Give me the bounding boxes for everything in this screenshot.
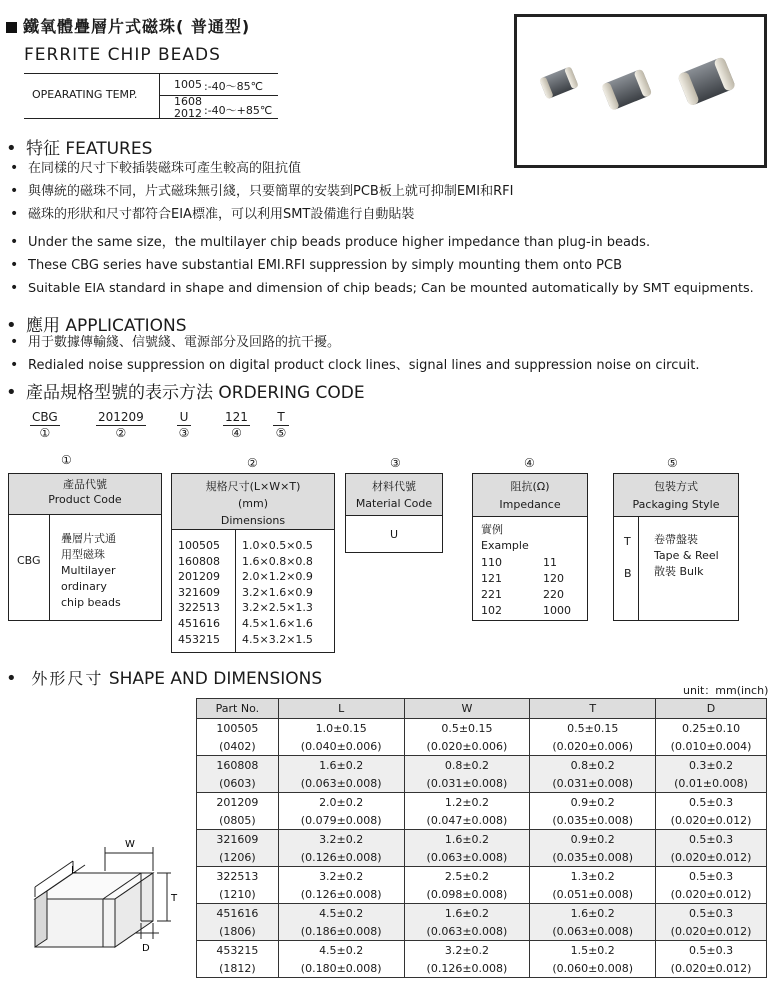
table-cell: (0.098±0.008) — [404, 885, 530, 904]
table-cell: (0.031±0.008) — [404, 774, 530, 793]
table-cell: (0.047±0.008) — [404, 811, 530, 830]
packaging-box: 包裝方式 Packaging Style T B 卷帶盤裝 Tape & Reel 散裝 Bulk — [613, 473, 739, 621]
dimension-row: 453215 4.5×3.2×1.5 — [178, 632, 313, 646]
table-row — [197, 885, 767, 904]
operating-temp-block — [24, 73, 278, 119]
table-cell: (0.126±0.008) — [278, 848, 404, 867]
table-cell: (0603) — [197, 774, 279, 793]
table-cell: (0.186±0.008) — [278, 922, 404, 941]
column-header: T — [530, 699, 656, 719]
table-row — [197, 830, 767, 849]
table-cell: 0.5±0.15 — [404, 719, 530, 738]
product-code-box: 產品代號 Product Code CBG 疊層片式通 用型磁珠 Multilayer ordinary chip beads — [8, 473, 162, 621]
chip-dimension-drawing — [21, 827, 191, 961]
table-cell: 1.5±0.2 — [530, 941, 656, 960]
applications-heading: • 應用 APPLICATIONS — [6, 311, 187, 336]
table-row — [197, 922, 767, 941]
table-cell: 0.9±0.2 — [530, 830, 656, 849]
table-cell: (1206) — [197, 848, 279, 867]
table-cell: (0.079±0.008) — [278, 811, 404, 830]
table-cell: 3.2±0.2 — [404, 941, 530, 960]
table-cell: (0.126±0.008) — [278, 885, 404, 904]
code-cbg: CBG ① — [32, 410, 58, 440]
material-value: U — [389, 528, 399, 541]
column-header: D — [656, 699, 767, 719]
table-cell: 0.8±0.2 — [530, 756, 656, 775]
feature-cn-1: • 在同樣的尺寸下較插裝磁珠可產生較高的阻抗值 — [10, 161, 301, 176]
dimension-row: 322513 3.2×2.5×1.3 — [178, 601, 313, 615]
feature-en-2: • These CBG series have substantial EMI.RFI suppression by simply mounting them onto PCB — [10, 258, 622, 273]
table-header-row — [197, 699, 767, 719]
table-cell: 100505 — [197, 719, 279, 738]
column-header: L — [278, 699, 404, 719]
chip-dimension-diagram-icon — [21, 827, 191, 957]
table-cell: (1806) — [197, 922, 279, 941]
table-cell: (0.126±0.008) — [404, 959, 530, 978]
material-box: 材料代號 Material Code U — [345, 473, 443, 553]
table-cell: 0.5±0.15 — [530, 719, 656, 738]
table-cell: 1.6±0.2 — [404, 904, 530, 923]
table-cell: 2.0±0.2 — [278, 793, 404, 812]
dimension-row: 201209 2.0×1.2×0.9 — [178, 570, 313, 584]
label-d: D — [142, 943, 150, 954]
feature-cn-2: • 與傳統的磁珠不同，片式磁珠無引綫，只要簡單的安裝到PCB板上就可抑制EMI和RFI — [10, 184, 513, 199]
table-row — [197, 959, 767, 978]
dimension-row: 321609 3.2×1.6×0.9 — [178, 585, 313, 599]
table-cell: 0.9±0.2 — [530, 793, 656, 812]
temp-label: OPEARATING TEMP. — [32, 88, 138, 101]
label-w: W — [125, 839, 135, 850]
box3-number: ③ — [390, 456, 401, 470]
table-cell: 4.5±0.2 — [278, 904, 404, 923]
feature-en-1: • Under the same size，the multilayer chip beads produce higher impedance than plug-in beads. — [10, 235, 650, 250]
packaging-key-t: T — [624, 535, 631, 548]
table-cell: (0.063±0.008) — [530, 922, 656, 941]
packaging-desc: 卷帶盤裝 Tape & Reel 散裝 Bulk — [654, 533, 719, 578]
table-cell: 0.25±0.10 — [656, 719, 767, 738]
table-row — [197, 719, 767, 738]
impedance-row: 121 120 — [481, 572, 564, 585]
table-cell: 321609 — [197, 830, 279, 849]
impedance-list — [481, 555, 571, 619]
product-code-desc: 疊層片式通 用型磁珠 Multilayer ordinary chip beads — [61, 532, 121, 609]
table-cell: (0.035±0.008) — [530, 848, 656, 867]
box4-number: ④ — [524, 456, 535, 470]
table-row — [197, 756, 767, 775]
table-cell: 451616 — [197, 904, 279, 923]
table-cell: (0.020±0.012) — [656, 959, 767, 978]
column-header: W — [404, 699, 530, 719]
unit-label: unit：mm(inch) — [683, 684, 769, 697]
table-cell: 0.5±0.3 — [656, 867, 767, 886]
table-cell: (0.063±0.008) — [404, 922, 530, 941]
table-cell: (1812) — [197, 959, 279, 978]
dimension-row: 451616 4.5×1.6×1.6 — [178, 616, 313, 630]
table-cell: 1.3±0.2 — [530, 867, 656, 886]
table-row — [197, 867, 767, 886]
table-cell: (0.01±0.008) — [656, 774, 767, 793]
table-cell: (0.060±0.008) — [530, 959, 656, 978]
box1-number: ① — [61, 453, 72, 467]
table-row — [197, 737, 767, 756]
table-row — [197, 793, 767, 812]
table-cell: 0.5±0.3 — [656, 904, 767, 923]
table-cell: (0.020±0.012) — [656, 885, 767, 904]
table-cell: 0.8±0.2 — [404, 756, 530, 775]
table-cell: (0.035±0.008) — [530, 811, 656, 830]
table-row — [197, 904, 767, 923]
label-t: T — [171, 893, 178, 904]
table-cell: 2.5±0.2 — [404, 867, 530, 886]
dimension-row: 100505 1.0×0.5×0.5 — [178, 539, 313, 552]
table-cell: 322513 — [197, 867, 279, 886]
table-cell: 1.6±0.2 — [278, 756, 404, 775]
table-cell: (0.020±0.012) — [656, 922, 767, 941]
application-en: • Redialed noise suppression on digital product clock lines、signal lines and suppression noise on circuit. — [10, 358, 699, 373]
table-cell: (0.020±0.006) — [530, 737, 656, 756]
temp-range-1005: :-40～85℃ — [204, 80, 264, 93]
table-cell: 1.6±0.2 — [530, 904, 656, 923]
temp-range-1608: :-40～+85℃ — [204, 104, 273, 117]
table-cell: 0.5±0.3 — [656, 941, 767, 960]
page-title-en: FERRITE CHIP BEADS — [24, 45, 221, 65]
product-code-key: CBG — [17, 554, 41, 567]
table-cell: 3.2±0.2 — [278, 830, 404, 849]
table-cell: 0.5±0.3 — [656, 793, 767, 812]
table-cell: (0.063±0.008) — [278, 774, 404, 793]
column-header: Part No. — [197, 699, 279, 719]
table-cell: (0805) — [197, 811, 279, 830]
table-row — [197, 811, 767, 830]
temp-size-1005: 1005 — [174, 78, 202, 91]
table-cell: (1210) — [197, 885, 279, 904]
square-bullet-icon — [6, 22, 17, 33]
dimensions-box: 規格尺寸(L×W×T) (mm) Dimensions 100505 1.0×0.5×0.5 160808 1.6×0.8×0.8 201209 2.0×1.2×0.9 321609 3.2×1.6×0.9 322513 3.2×2.5×1.3 451616 4.5×1.6×1.6 453215 4.5×3.2×1.5 — [171, 473, 335, 653]
temp-size-1608-2012: 1608 2012 — [174, 95, 202, 120]
table-cell: (0.020±0.012) — [656, 848, 767, 867]
dimension-list — [178, 538, 313, 647]
table-cell: 453215 — [197, 941, 279, 960]
table-cell: (0.031±0.008) — [530, 774, 656, 793]
feature-cn-3: • 磁珠的形狀和尺寸都符合EIA標准，可以利用SMT設備進行自動貼裝 — [10, 207, 414, 222]
table-cell: (0.051±0.008) — [530, 885, 656, 904]
table-cell: 1.6±0.2 — [404, 830, 530, 849]
table-cell: (0.010±0.004) — [656, 737, 767, 756]
table-cell: 4.5±0.2 — [278, 941, 404, 960]
table-cell: 0.3±0.2 — [656, 756, 767, 775]
box5-number: ⑤ — [667, 456, 678, 470]
table-cell: 3.2±0.2 — [278, 867, 404, 886]
impedance-row: 221 220 — [481, 588, 564, 601]
impedance-example: 實例 Example — [481, 523, 529, 552]
table-cell: 1.2±0.2 — [404, 793, 530, 812]
table-cell: (0402) — [197, 737, 279, 756]
table-cell: 201209 — [197, 793, 279, 812]
features-heading: • 特征 FEATURES — [6, 134, 152, 159]
table-cell: (0.040±0.006) — [278, 737, 404, 756]
table-row — [197, 941, 767, 960]
table-row — [197, 848, 767, 867]
table-row — [197, 774, 767, 793]
packaging-key-b: B — [624, 567, 632, 580]
code-impedance: 121 ④ — [225, 410, 248, 440]
code-material: U ③ — [178, 410, 190, 440]
code-dimension: 201209 ② — [98, 410, 144, 440]
table-cell: 0.5±0.3 — [656, 830, 767, 849]
impedance-row: 110 11 — [481, 556, 557, 569]
impedance-row: 102 1000 — [481, 604, 571, 617]
table-cell: 1.0±0.15 — [278, 719, 404, 738]
feature-en-3: • Suitable EIA standard in shape and dimension of chip beads; Can be mounted automatically by SMT equipments. — [10, 281, 754, 296]
table-cell: 160808 — [197, 756, 279, 775]
chip-beads-photo-icon — [517, 17, 764, 165]
impedance-box: 阻抗(Ω) Impedance 實例 Example 110 11 121 120 221 220 102 1000 — [472, 473, 588, 621]
table-cell: (0.180±0.008) — [278, 959, 404, 978]
box2-number: ② — [247, 456, 258, 470]
ordering-heading: • 產品規格型號的表示方法 ORDERING CODE — [6, 378, 365, 403]
page-title-cn: 鐵氧體疊層片式磁珠( 普通型) — [6, 14, 250, 37]
application-cn: • 用于數據傳輸綫、信號綫、電源部分及回路的抗干擾。 — [10, 335, 340, 350]
table-cell: (0.063±0.008) — [404, 848, 530, 867]
dimensions-table — [196, 698, 767, 978]
table-cell: (0.020±0.012) — [656, 811, 767, 830]
table-cell: (0.020±0.006) — [404, 737, 530, 756]
code-packaging: T ⑤ — [273, 410, 289, 440]
dimension-row: 160808 1.6×0.8×0.8 — [178, 554, 313, 568]
shape-heading: • 外形尺寸 SHAPE AND DIMENSIONS — [6, 666, 322, 689]
product-photo — [514, 14, 767, 168]
label-l: L — [71, 865, 77, 876]
